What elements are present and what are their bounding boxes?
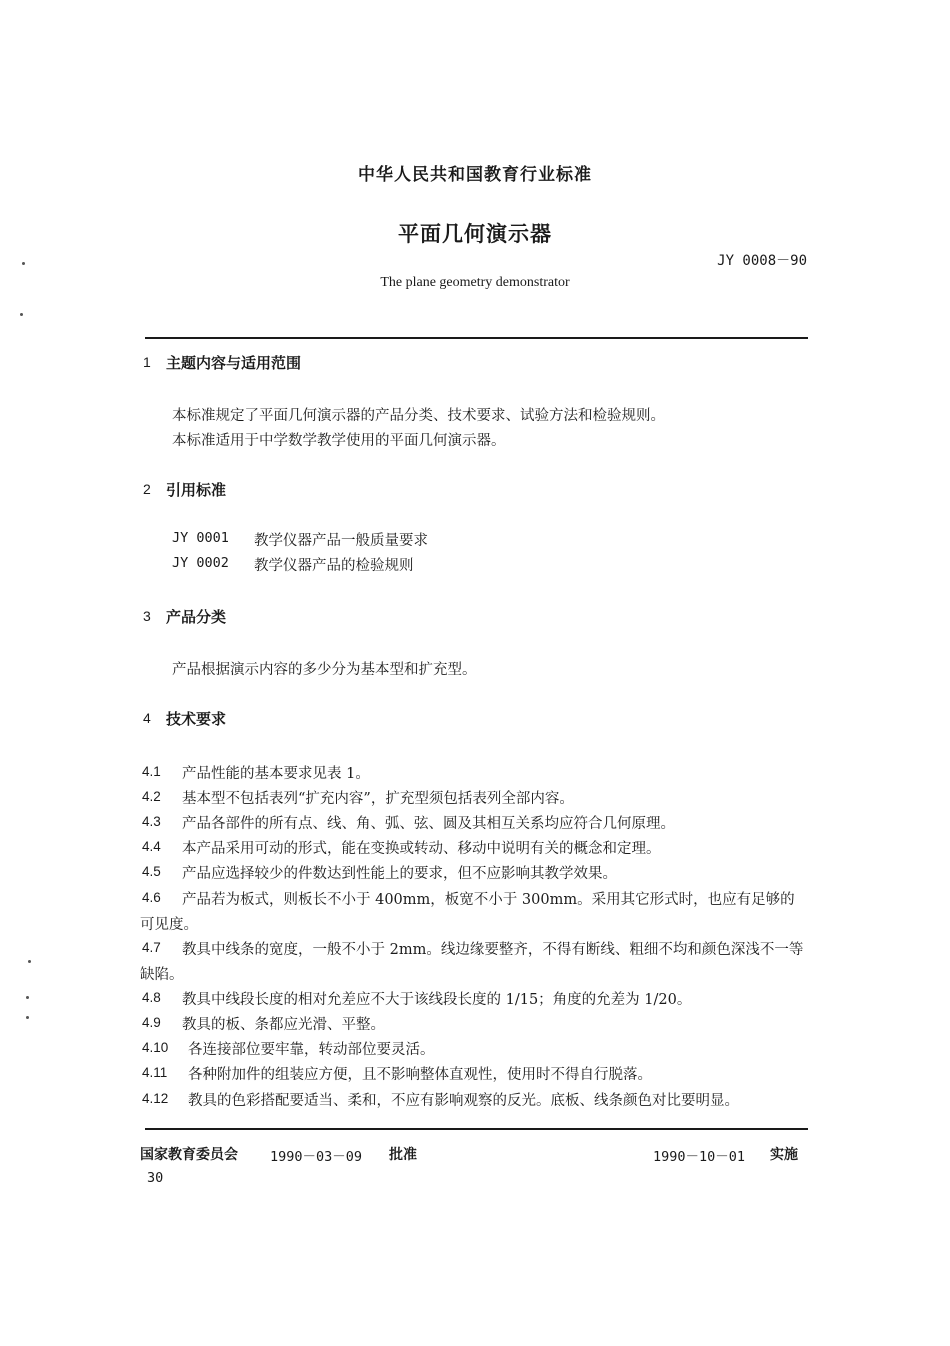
section-title: 产品分类	[166, 608, 227, 626]
reference-title: 教学仪器产品一般质量要求	[254, 533, 428, 549]
clause-text: 各种附加件的组装应方便，且不影响整体直观性，使用时不得自行脱落。	[188, 1067, 652, 1083]
scan-speck	[26, 1016, 29, 1019]
paragraph: 产品根据演示内容的多少分为基本型和扩充型。	[172, 662, 477, 678]
clause-number: 4.12	[142, 1091, 169, 1106]
reference-code: JY 0001	[172, 530, 229, 546]
clause-text: 产品各部件的所有点、线、角、弧、弦、圆及其相互关系均应符合几何原理。	[182, 816, 675, 832]
approve-label: 批准	[389, 1147, 417, 1163]
section-number: 4	[143, 710, 151, 726]
clause-text: 产品性能的基本要求见表 1。	[182, 766, 370, 782]
clause-text: 教具的板、条都应光滑、平整。	[182, 1017, 385, 1033]
implementation-label: 实施	[770, 1147, 798, 1163]
footer-divider	[145, 1128, 808, 1130]
clause-text: 教具的色彩搭配要适当、柔和，不应有影响观察的反光。底板、线条颜色对比要明显。	[188, 1093, 739, 1109]
header-divider	[145, 337, 808, 339]
standard-code: JY 0008－90	[717, 253, 807, 269]
implementation-date: 1990－10－01	[653, 1149, 746, 1165]
clause-text: 基本型不包括表列“扩充内容”，扩充型须包括表列全部内容。	[182, 791, 574, 807]
clause-number: 4.8	[142, 990, 161, 1005]
clause-text: 产品若为板式，则板长不小于 400mm，板宽不小于 300mm。采用其它形式时，也应有足够的可见度。	[140, 892, 795, 933]
scan-speck	[28, 960, 31, 963]
clause-number: 4.7	[142, 940, 161, 955]
page-number: 30	[147, 1170, 164, 1186]
reference-title: 教学仪器产品的检验规则	[254, 558, 414, 574]
clause-text: 各连接部位要牢靠，转动部位要灵活。	[188, 1042, 435, 1058]
scan-speck	[20, 313, 23, 316]
reference-code: JY 0002	[172, 555, 229, 571]
issuer: 国家教育委员会	[140, 1147, 238, 1163]
clause-text: 教具中线条的宽度，一般不小于 2mm。线边缘要整齐，不得有断线、粗细不均和颜色深浅不一等缺陷。	[140, 942, 804, 983]
clause-number: 4.11	[142, 1065, 168, 1080]
section-number: 1	[143, 354, 151, 370]
clause-text: 本产品采用可动的形式，能在变换或转动、移动中说明有关的概念和定理。	[182, 841, 661, 857]
section-title: 主题内容与适用范围	[166, 354, 302, 372]
clause-number: 4.1	[142, 764, 161, 779]
clause-text: 教具中线段长度的相对允差应不大于该线段长度的 1/15；角度的允差为 1/20。	[182, 992, 692, 1008]
clause-number: 4.6	[142, 890, 161, 905]
clause-number: 4.9	[142, 1015, 161, 1030]
document-title: 平面几何演示器	[398, 221, 552, 246]
paragraph: 本标准规定了平面几何演示器的产品分类、技术要求、试验方法和检验规则。	[172, 408, 665, 424]
standard-header: 中华人民共和国教育行业标准	[358, 165, 592, 185]
section-title: 引用标准	[166, 481, 227, 499]
clause-number: 4.10	[142, 1040, 169, 1055]
clause-number: 4.4	[142, 839, 161, 854]
clause-number: 4.2	[142, 789, 161, 804]
scan-speck	[26, 996, 29, 999]
clause-text: 产品应选择较少的件数达到性能上的要求，但不应影响其教学效果。	[182, 866, 617, 882]
section-title: 技术要求	[166, 710, 227, 728]
clause-number: 4.5	[142, 864, 161, 879]
approve-date: 1990－03－09	[270, 1149, 363, 1165]
english-title: The plane geometry demonstrator	[380, 275, 570, 290]
clause-number: 4.3	[142, 814, 161, 829]
section-number: 2	[143, 481, 151, 497]
scan-speck	[22, 262, 25, 265]
section-number: 3	[143, 608, 151, 624]
paragraph: 本标准适用于中学数学教学使用的平面几何演示器。	[172, 433, 506, 449]
